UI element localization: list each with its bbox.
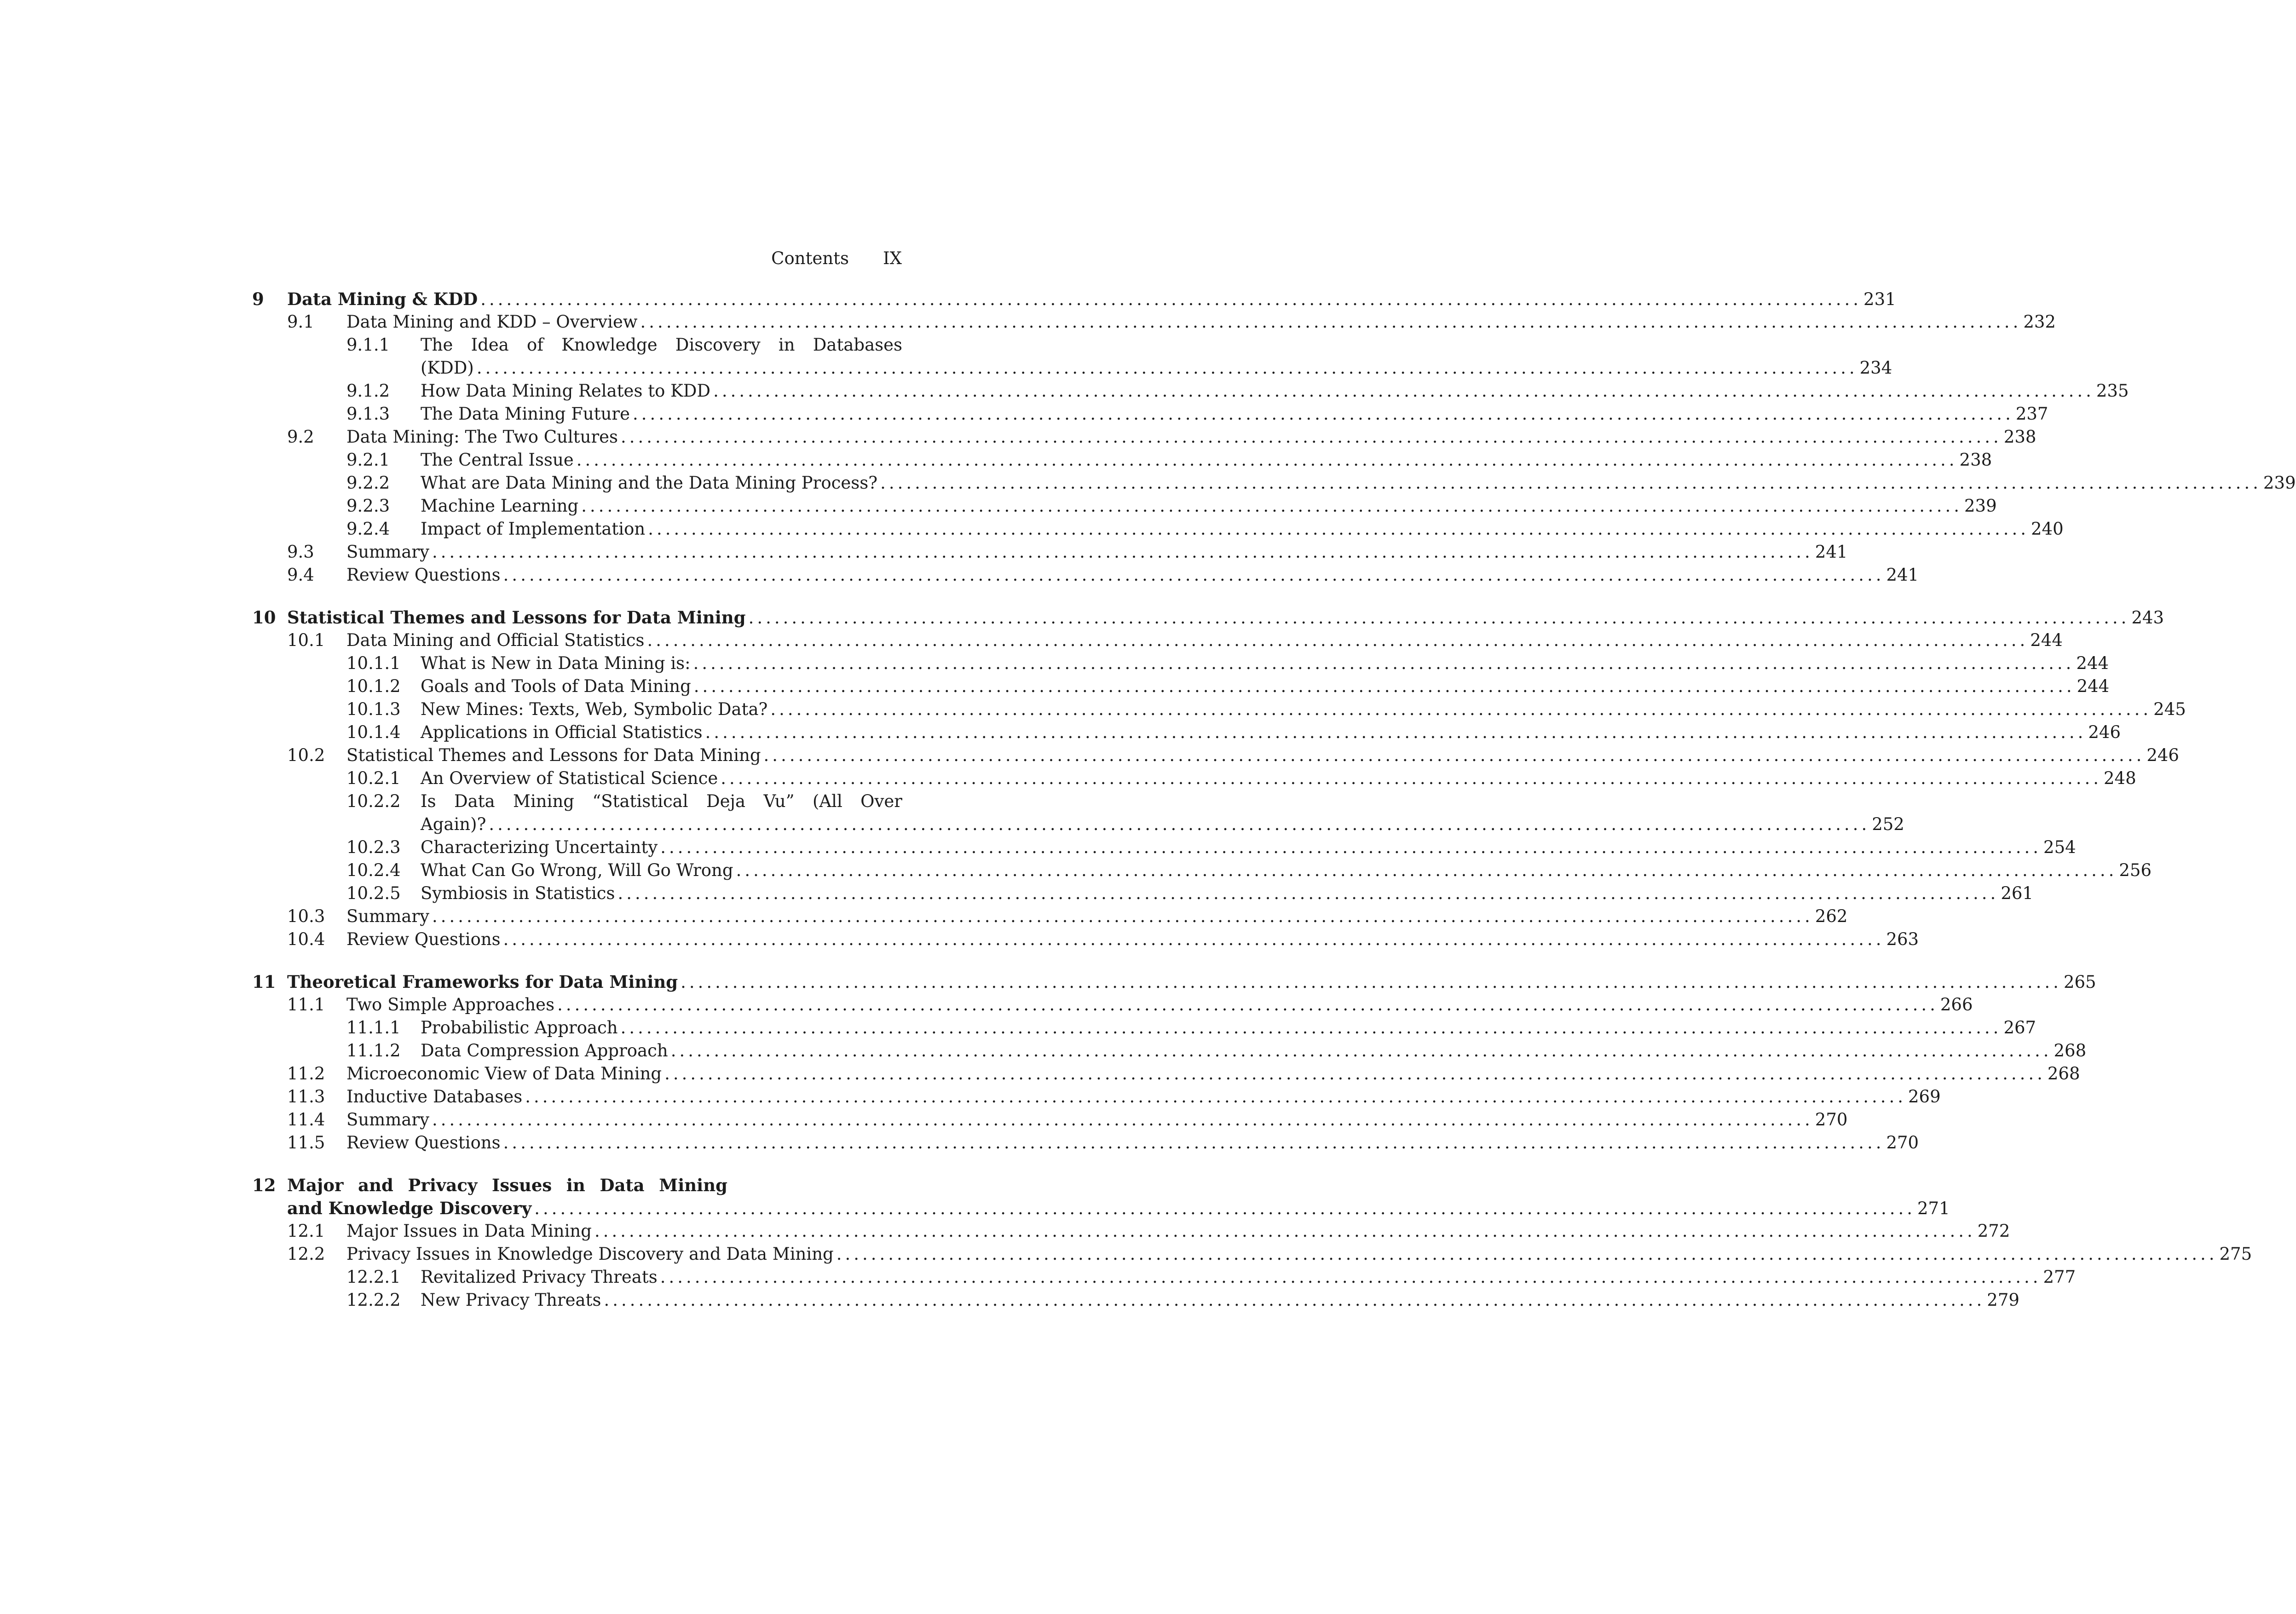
toc-dot-leader: ................................................................................................................................................................ bbox=[648, 519, 2029, 539]
toc-entry-line bbox=[421, 357, 1892, 380]
toc-entry-section bbox=[252, 426, 2036, 449]
toc-entry-section bbox=[252, 564, 1919, 587]
toc-page-number: 240 bbox=[2031, 519, 2064, 539]
toc-section-title: Major Issues in Data Mining bbox=[346, 1221, 592, 1241]
toc-entry-line bbox=[287, 970, 2096, 994]
toc-chapter-title: Statistical Themes and Lessons for Data Mining bbox=[287, 607, 746, 628]
toc-section-number: 9.2 bbox=[287, 427, 314, 447]
toc-chapter-number: 11 bbox=[252, 972, 276, 992]
running-head bbox=[690, 245, 902, 272]
toc-entry-line bbox=[287, 606, 2164, 629]
toc-entry-subsection bbox=[252, 721, 2121, 744]
toc-dot-leader: ................................................................................................................................................................ bbox=[640, 312, 2022, 332]
toc-entry-line bbox=[421, 859, 2152, 882]
toc-entry-section bbox=[252, 744, 2179, 767]
toc-subsection-title: (KDD) bbox=[421, 358, 474, 378]
toc-dot-leader: ................................................................................................................................................................ bbox=[581, 496, 1963, 516]
toc-subsection-title: What is New in Data Mining is: bbox=[421, 653, 691, 673]
toc-entry-line bbox=[421, 1039, 2087, 1062]
toc-entry-section bbox=[252, 993, 1973, 1016]
toc-subsection-title: The Idea of Knowledge Discovery in Databases bbox=[421, 335, 902, 355]
toc-page-number: 246 bbox=[2088, 722, 2121, 742]
toc-page-number: 234 bbox=[1859, 358, 1892, 378]
toc-entry-section bbox=[252, 1243, 2252, 1266]
toc-entry-line bbox=[421, 652, 2109, 675]
toc-entry-subsection bbox=[252, 698, 2186, 721]
toc-dot-leader: ................................................................................................................................................................ bbox=[693, 676, 2075, 696]
toc-entry-subsection bbox=[252, 403, 2048, 426]
toc-dot-leader: ................................................................................................................................................................ bbox=[620, 1018, 2002, 1038]
toc-page-number: 232 bbox=[2023, 312, 2056, 332]
toc-page-number: 279 bbox=[1987, 1290, 2019, 1310]
toc-chapter-number: 12 bbox=[252, 1175, 276, 1195]
toc-entry-line bbox=[287, 1197, 1950, 1220]
toc-chapter-title: Theoretical Frameworks for Data Mining bbox=[287, 972, 678, 992]
toc-page-number: 244 bbox=[2030, 630, 2063, 650]
toc-entry-line bbox=[421, 1289, 2019, 1312]
toc-section-number: 10.2 bbox=[287, 745, 325, 765]
toc-entry-subsection bbox=[252, 1016, 2036, 1039]
toc-subsection-title: How Data Mining Relates to KDD bbox=[421, 381, 711, 401]
toc-dot-leader: ................................................................................................................................................................ bbox=[534, 1199, 1915, 1218]
toc-entry-line bbox=[346, 1085, 1941, 1108]
toc-section-title: Data Mining: The Two Cultures bbox=[346, 427, 618, 447]
toc-entry-subsection bbox=[252, 859, 2152, 882]
toc-dot-leader: ................................................................................................................................................................ bbox=[836, 1244, 2218, 1264]
toc-entry-line bbox=[421, 403, 2048, 426]
toc-chapter-title: and Knowledge Discovery bbox=[287, 1198, 532, 1218]
toc-subsection-number: 12.2.2 bbox=[346, 1290, 401, 1310]
toc-entry-subsection bbox=[252, 882, 2033, 905]
running-head-page-number: IX bbox=[883, 248, 902, 268]
toc-entry-line bbox=[346, 629, 2063, 652]
toc-subsection-title: New Privacy Threats bbox=[421, 1290, 601, 1310]
toc-subsection-number: 10.2.3 bbox=[346, 837, 401, 857]
toc-dot-leader: ................................................................................................................................................................ bbox=[880, 473, 2261, 493]
toc-entry-section bbox=[252, 1131, 1919, 1154]
toc-entry-line bbox=[346, 311, 2056, 334]
toc-page-number: 239 bbox=[1964, 496, 1997, 516]
toc-entry-subsection bbox=[252, 518, 2064, 541]
toc-page-number: 262 bbox=[1815, 906, 1848, 926]
toc-entry-line bbox=[346, 1062, 2080, 1085]
toc-subsection-title: What are Data Mining and the Data Mining Process? bbox=[421, 473, 878, 493]
toc-entry-line bbox=[421, 790, 902, 813]
toc-entry-chapter bbox=[252, 288, 1896, 311]
toc-subsection-number: 10.1.1 bbox=[346, 653, 401, 673]
toc-entry-subsection bbox=[252, 472, 2296, 495]
toc-dot-leader: ................................................................................................................................................................ bbox=[432, 542, 1813, 562]
toc-section-title: Two Simple Approaches bbox=[346, 995, 555, 1015]
toc-entry-line bbox=[287, 1174, 727, 1197]
toc-subsection-title: Data Compression Approach bbox=[421, 1041, 668, 1061]
toc-subsection-number: 10.1.4 bbox=[346, 722, 401, 742]
toc-subsection-title: Again)? bbox=[421, 814, 486, 834]
toc-entry-line bbox=[346, 744, 2179, 767]
toc-entry-section bbox=[252, 311, 2056, 334]
toc-page-number: 275 bbox=[2219, 1244, 2252, 1264]
toc-page-number: 244 bbox=[2077, 676, 2110, 696]
toc-entry-line bbox=[421, 675, 2110, 698]
toc-page-number: 271 bbox=[1917, 1199, 1950, 1218]
toc-dot-leader: ................................................................................................................................................................ bbox=[476, 358, 1858, 378]
toc-entry-subsection bbox=[252, 790, 902, 813]
toc-subsection-number: 11.1.2 bbox=[346, 1041, 401, 1061]
toc-entry-subsection bbox=[252, 1289, 2019, 1312]
toc-page-number: 270 bbox=[1815, 1110, 1848, 1130]
toc-dot-leader: ................................................................................................................................................................ bbox=[525, 1087, 1907, 1107]
toc-page-number: 269 bbox=[1908, 1087, 1941, 1107]
toc-entry-line bbox=[421, 698, 2186, 721]
toc-page-number: 261 bbox=[2001, 883, 2033, 903]
toc-page-number: 245 bbox=[2153, 699, 2186, 719]
toc-dot-leader: ................................................................................................................................................................ bbox=[660, 837, 2042, 857]
toc-entry-line bbox=[346, 1108, 1848, 1131]
toc-subsection-title: The Central Issue bbox=[421, 450, 574, 470]
toc-entry-subsection bbox=[252, 380, 2129, 403]
toc-page-number: 268 bbox=[2047, 1064, 2080, 1084]
toc-entry-line bbox=[346, 1243, 2252, 1266]
toc-subsection-number: 9.1.1 bbox=[346, 335, 390, 355]
toc-entry-line bbox=[421, 334, 902, 357]
toc-entry-line bbox=[421, 882, 2033, 905]
toc-section-title: Summary bbox=[346, 542, 429, 562]
toc-subsection-title: Revitalized Privacy Threats bbox=[421, 1267, 658, 1287]
toc-entry-section bbox=[252, 629, 2063, 652]
toc-entry-section bbox=[252, 1108, 1848, 1131]
toc-dot-leader: ................................................................................................................................................................ bbox=[503, 565, 1885, 585]
toc-page-number: 244 bbox=[2076, 653, 2109, 673]
toc-dot-leader: ................................................................................................................................................................ bbox=[576, 450, 1958, 470]
toc-chapter-title: Data Mining & KDD bbox=[287, 289, 478, 309]
toc-section-number: 11.1 bbox=[287, 995, 325, 1015]
toc-dot-leader: ................................................................................................................................................................ bbox=[693, 653, 2075, 673]
toc-entry-line bbox=[346, 541, 1848, 564]
toc-entry-subsection bbox=[252, 675, 2110, 698]
toc-chapter-number: 10 bbox=[252, 607, 276, 628]
toc-subsection-number: 9.2.4 bbox=[346, 519, 390, 539]
toc-page-number: 267 bbox=[2003, 1018, 2036, 1038]
toc-subsection-title: The Data Mining Future bbox=[421, 404, 630, 424]
toc-section-number: 11.3 bbox=[287, 1087, 325, 1107]
toc-entry-line bbox=[421, 1266, 2076, 1289]
toc-section-title: Data Mining and KDD – Overview bbox=[346, 312, 638, 332]
toc-subsection-title: Goals and Tools of Data Mining bbox=[421, 676, 691, 696]
toc-subsection-title: Applications in Official Statistics bbox=[421, 722, 703, 742]
toc-subsection-number: 9.1.2 bbox=[346, 381, 390, 401]
toc-section-number: 11.2 bbox=[287, 1064, 325, 1084]
toc-dot-leader: ................................................................................................................................................................ bbox=[721, 768, 2102, 788]
toc-section-title: Summary bbox=[346, 906, 429, 926]
toc-dot-leader: ................................................................................................................................................................ bbox=[664, 1064, 2046, 1084]
toc-page-number: 270 bbox=[1886, 1133, 1919, 1153]
toc-entry-line bbox=[287, 288, 1896, 311]
toc-subsection-number: 11.1.1 bbox=[346, 1018, 401, 1038]
toc-entry-line bbox=[421, 767, 2136, 790]
toc-page-number: 256 bbox=[2119, 860, 2152, 880]
toc-page-number: 238 bbox=[1959, 450, 1992, 470]
toc-subsection-title: Probabilistic Approach bbox=[421, 1018, 618, 1038]
toc-entry-section bbox=[252, 905, 1848, 928]
toc-section-title: Privacy Issues in Knowledge Discovery and Data Mining bbox=[346, 1244, 834, 1264]
toc-entry-line bbox=[421, 472, 2296, 495]
toc-entry-subsection bbox=[252, 1266, 2076, 1289]
toc-dot-leader: ................................................................................................................................................................ bbox=[633, 404, 2014, 424]
toc-subsection-number: 10.2.1 bbox=[346, 768, 401, 788]
toc-subsection-number: 9.1.3 bbox=[346, 404, 390, 424]
toc-entry-line bbox=[421, 518, 2064, 541]
toc-page-number: 254 bbox=[2043, 837, 2076, 857]
toc-section-title: Microeconomic View of Data Mining bbox=[346, 1064, 662, 1084]
toc-entry-chapter bbox=[252, 1197, 1950, 1220]
toc-entry-subsection bbox=[252, 334, 902, 357]
toc-subsection-title: Machine Learning bbox=[421, 496, 579, 516]
toc-dot-leader: ................................................................................................................................................................ bbox=[503, 1133, 1885, 1153]
toc-subsection-title: An Overview of Statistical Science bbox=[421, 768, 718, 788]
toc-subsection-number: 12.2.1 bbox=[346, 1267, 401, 1287]
toc-entry-line bbox=[421, 721, 2121, 744]
toc-page-number: 235 bbox=[2096, 381, 2129, 401]
toc-subsection-number: 10.2.4 bbox=[346, 860, 401, 880]
toc-entry-line bbox=[346, 1220, 2010, 1243]
toc-dot-leader: ................................................................................................................................................................ bbox=[621, 427, 2002, 447]
toc-section-title: Data Mining and Official Statistics bbox=[346, 630, 645, 650]
toc-dot-leader: ................................................................................................................................................................ bbox=[480, 289, 1862, 309]
toc-dot-leader: ................................................................................................................................................................ bbox=[604, 1290, 1985, 1310]
toc-subsection-title: Impact of Implementation bbox=[421, 519, 646, 539]
toc-dot-leader: ................................................................................................................................................................ bbox=[594, 1221, 1976, 1241]
toc-section-number: 9.4 bbox=[287, 565, 314, 585]
toc-section-title: Summary bbox=[346, 1110, 429, 1130]
toc-entry-line bbox=[346, 426, 2036, 449]
toc-section-number: 12.2 bbox=[287, 1244, 325, 1264]
toc-dot-leader: ................................................................................................................................................................ bbox=[432, 1110, 1813, 1130]
toc-entry-line bbox=[346, 905, 1848, 928]
toc-entry-line bbox=[346, 928, 1919, 951]
toc-entry-subsection bbox=[252, 357, 1892, 380]
toc-dot-leader: ................................................................................................................................................................ bbox=[647, 630, 2029, 650]
toc-section-title: Statistical Themes and Lessons for Data Mining bbox=[346, 745, 761, 765]
toc-entry-line bbox=[346, 993, 1973, 1016]
toc-entry-subsection bbox=[252, 767, 2136, 790]
toc-dot-leader: ................................................................................................................................................................ bbox=[748, 608, 2130, 628]
toc-entry-section bbox=[252, 1085, 1941, 1108]
toc-page-number: 231 bbox=[1863, 289, 1896, 309]
toc-subsection-title: New Mines: Texts, Web, Symbolic Data? bbox=[421, 699, 768, 719]
toc-entry-subsection bbox=[252, 813, 1904, 836]
toc-subsection-number: 10.2.2 bbox=[346, 791, 401, 811]
toc-subsection-number: 10.1.2 bbox=[346, 676, 401, 696]
toc-entry-chapter bbox=[252, 606, 2164, 629]
toc-section-number: 10.3 bbox=[287, 906, 325, 926]
toc-entry-subsection bbox=[252, 652, 2109, 675]
running-head-title: Contents bbox=[771, 248, 849, 268]
toc-page-number: 252 bbox=[1872, 814, 1904, 834]
toc-dot-leader: ................................................................................................................................................................ bbox=[489, 814, 1870, 834]
toc-page-number: 268 bbox=[2054, 1041, 2087, 1061]
toc-dot-leader: ................................................................................................................................................................ bbox=[713, 381, 2094, 401]
toc-section-number: 11.5 bbox=[287, 1133, 325, 1153]
toc-page-number: 239 bbox=[2263, 473, 2296, 493]
toc-entry-section bbox=[252, 1220, 2010, 1243]
toc-chapter-number: 9 bbox=[252, 289, 264, 309]
toc-section-number: 9.3 bbox=[287, 542, 314, 562]
toc-entry-subsection bbox=[252, 449, 1992, 472]
toc-chapter-title: Major and Privacy Issues in Data Mining bbox=[287, 1175, 727, 1195]
toc-page-number: 238 bbox=[2003, 427, 2036, 447]
toc-entry-section bbox=[252, 1062, 2080, 1085]
toc-subsection-number: 9.2.1 bbox=[346, 450, 390, 470]
toc-entry-line bbox=[421, 495, 1997, 518]
toc-entry-subsection bbox=[252, 1039, 2087, 1062]
toc-dot-leader: ................................................................................................................................................................ bbox=[763, 745, 2145, 765]
toc-dot-leader: ................................................................................................................................................................ bbox=[660, 1267, 2042, 1287]
toc-subsection-number: 9.2.2 bbox=[346, 473, 390, 493]
toc-entry-section bbox=[252, 928, 1919, 951]
toc-section-number: 12.1 bbox=[287, 1221, 325, 1241]
toc-page-number: 241 bbox=[1815, 542, 1848, 562]
toc-section-title: Review Questions bbox=[346, 1133, 501, 1153]
toc-dot-leader: ................................................................................................................................................................ bbox=[681, 972, 2062, 992]
toc-entry-chapter bbox=[252, 1174, 902, 1197]
toc-entry-line bbox=[346, 564, 1919, 587]
toc-entry-chapter bbox=[252, 970, 2096, 993]
toc-section-number: 9.1 bbox=[287, 312, 314, 332]
toc-dot-leader: ................................................................................................................................................................ bbox=[557, 995, 1938, 1015]
toc-dot-leader: ................................................................................................................................................................ bbox=[617, 883, 1999, 903]
toc-page-number: 263 bbox=[1886, 929, 1919, 949]
toc-subsection-title: What Can Go Wrong, Will Go Wrong bbox=[421, 860, 733, 880]
toc-subsection-title: Symbiosis in Statistics bbox=[421, 883, 615, 903]
toc-section-number: 10.1 bbox=[287, 630, 325, 650]
toc-entry-line bbox=[421, 380, 2129, 403]
toc-entry-line bbox=[346, 1131, 1919, 1154]
toc-page-number: 241 bbox=[1886, 565, 1919, 585]
toc-entry-line bbox=[421, 1016, 2036, 1039]
toc-entry-line bbox=[421, 449, 1992, 472]
toc-page-number: 277 bbox=[2043, 1267, 2076, 1287]
toc-page-number: 237 bbox=[2015, 404, 2048, 424]
toc-subsection-number: 10.1.3 bbox=[346, 699, 401, 719]
toc-section-title: Review Questions bbox=[346, 929, 501, 949]
toc-section-number: 11.4 bbox=[287, 1110, 325, 1130]
toc-page-number: 272 bbox=[1977, 1221, 2010, 1241]
toc-dot-leader: ................................................................................................................................................................ bbox=[705, 722, 2087, 742]
table-of-contents bbox=[252, 288, 2296, 1312]
toc-subsection-number: 9.2.3 bbox=[346, 496, 390, 516]
toc-dot-leader: ................................................................................................................................................................ bbox=[736, 860, 2117, 880]
toc-entry-line bbox=[421, 836, 2076, 859]
toc-page-number: 266 bbox=[1940, 995, 1973, 1015]
toc-entry-subsection bbox=[252, 836, 2076, 859]
toc-page-number: 265 bbox=[2063, 972, 2096, 992]
toc-subsection-title: Is Data Mining “Statistical Deja Vu” (All Over bbox=[421, 791, 902, 811]
toc-subsection-title: Characterizing Uncertainty bbox=[421, 837, 658, 857]
toc-entry-section bbox=[252, 541, 1848, 564]
toc-dot-leader: ................................................................................................................................................................ bbox=[503, 929, 1885, 949]
toc-page-number: 248 bbox=[2104, 768, 2136, 788]
toc-page-number: 246 bbox=[2146, 745, 2179, 765]
toc-entry-subsection bbox=[252, 495, 1997, 518]
toc-dot-leader: ................................................................................................................................................................ bbox=[770, 699, 2152, 719]
toc-entry-line bbox=[421, 813, 1904, 836]
toc-page-number: 243 bbox=[2131, 608, 2164, 628]
toc-dot-leader: ................................................................................................................................................................ bbox=[432, 906, 1813, 926]
toc-subsection-number: 10.2.5 bbox=[346, 883, 401, 903]
toc-section-number: 10.4 bbox=[287, 929, 325, 949]
toc-section-title: Inductive Databases bbox=[346, 1087, 523, 1107]
toc-dot-leader: ................................................................................................................................................................ bbox=[670, 1041, 2052, 1061]
toc-section-title: Review Questions bbox=[346, 565, 501, 585]
